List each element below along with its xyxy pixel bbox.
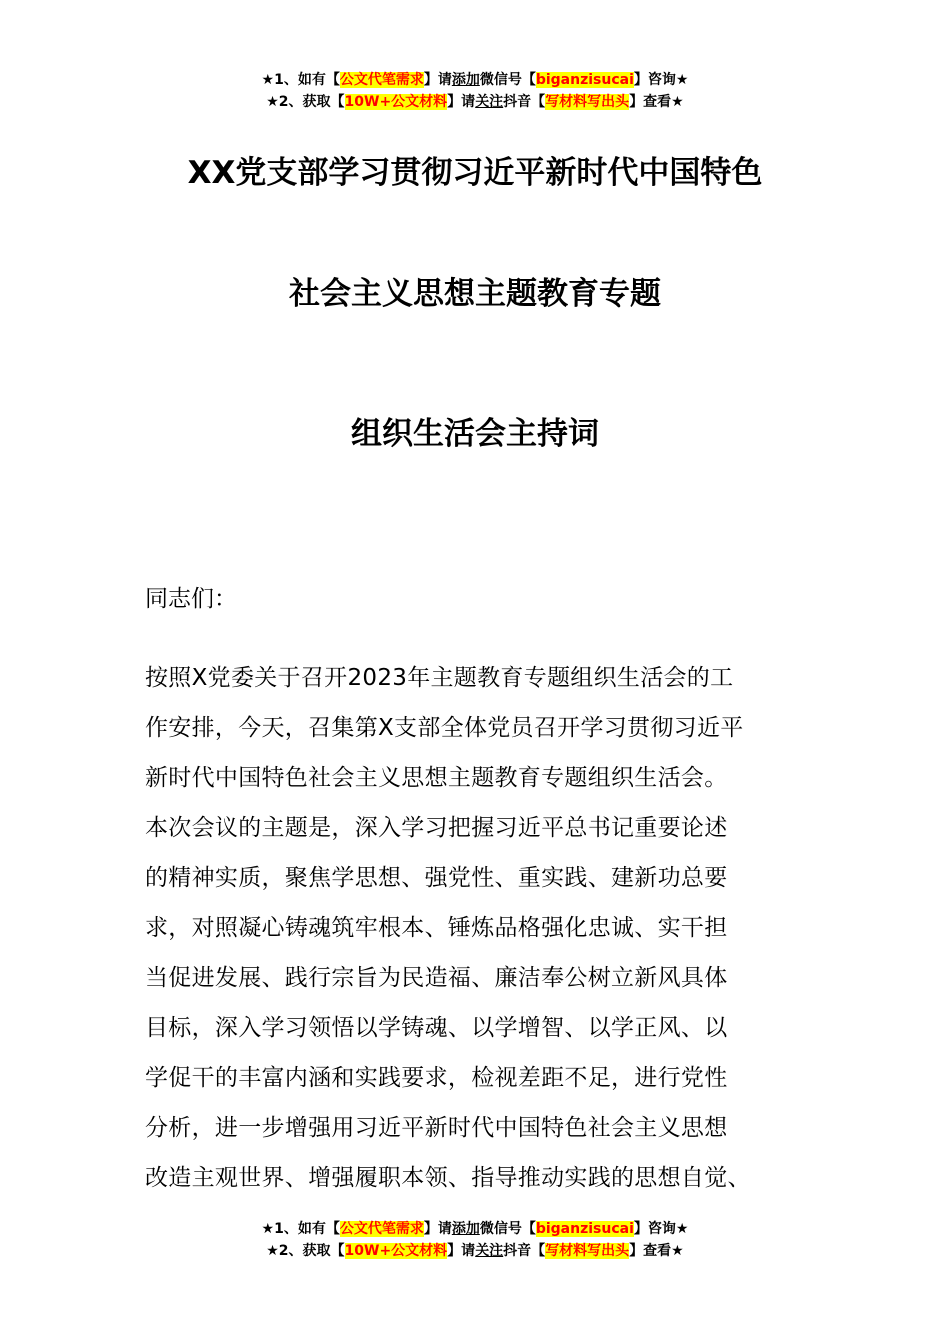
banner-highlight: 公文代笔需求	[339, 72, 424, 88]
body-paragraph	[145, 653, 815, 1203]
banner-wechat-id: biganzisucai	[535, 72, 634, 88]
document-title-line-1: XX党支部学习贯彻习近平新时代中国特色	[187, 155, 763, 191]
banner-emphasis: 添加	[451, 1221, 480, 1237]
banner-line-2	[0, 91, 950, 113]
banner-text: 微信号【	[479, 72, 536, 88]
top-banner	[0, 69, 950, 113]
body-line: 学促干的丰富内涵和实践要求，检视差距不足，进行党性	[145, 1065, 728, 1091]
banner-text: ★2、获取【	[266, 94, 345, 110]
banner-emphasis: 添加	[451, 72, 480, 88]
banner-wechat-id: biganzisucai	[535, 1221, 634, 1237]
banner-text: 】咨询★	[633, 1221, 689, 1237]
body-line: 当促进发展、践行宗旨为民造福、廉洁奉公树立新风具体	[145, 965, 728, 991]
banner-douyin-id: 写材料写出头	[545, 1243, 630, 1259]
banner-text: ★1、如有【	[261, 1221, 340, 1237]
banner-line-1	[0, 1218, 950, 1240]
banner-text: 】请	[423, 1221, 452, 1237]
banner-text: 抖音【	[503, 1243, 546, 1259]
body-line: 按照X党委关于召开2023年主题教育专题组织生活会的工	[145, 665, 734, 691]
banner-line-1	[0, 69, 950, 91]
banner-text: 】咨询★	[633, 72, 689, 88]
body-line: 求，对照凝心铸魂筑牢根本、锤炼品格强化忠诚、实干担	[145, 915, 728, 941]
banner-text: 】查看★	[629, 1243, 684, 1259]
body-line: 作安排，今天，召集第X支部全体党员召开学习贯彻习近平	[145, 715, 744, 741]
body-line: 改造主观世界、增强履职本领、指导推动实践的思想自觉、	[145, 1165, 751, 1191]
banner-text: ★1、如有【	[261, 72, 340, 88]
banner-text: ★2、获取【	[266, 1243, 345, 1259]
greeting: 同志们：	[145, 586, 237, 612]
banner-highlight: 10W+公文材料	[344, 1243, 448, 1259]
document-title-line-2: 社会主义思想主题教育专题	[289, 276, 661, 312]
body-line: 目标，深入学习领悟以学铸魂、以学增智、以学正风、以	[145, 1015, 728, 1041]
banner-text: 】请	[447, 94, 476, 110]
body-line: 本次会议的主题是，深入学习把握习近平总书记重要论述	[145, 815, 728, 841]
document-title-line-3: 组织生活会主持词	[351, 416, 599, 452]
body-line: 新时代中国特色社会主义思想主题教育专题组织生活会。	[145, 765, 728, 791]
body-line: 的精神实质，聚焦学思想、强党性、重实践、建新功总要	[145, 865, 728, 891]
banner-line-2	[0, 1240, 950, 1262]
banner-emphasis: 关注	[475, 94, 504, 110]
banner-text: 】请	[447, 1243, 476, 1259]
banner-text: 】查看★	[629, 94, 684, 110]
banner-highlight: 10W+公文材料	[344, 94, 448, 110]
banner-text: 抖音【	[503, 94, 546, 110]
banner-text: 微信号【	[479, 1221, 536, 1237]
body-line: 分析，进一步增强用习近平新时代中国特色社会主义思想	[145, 1115, 728, 1141]
banner-text: 】请	[423, 72, 452, 88]
banner-douyin-id: 写材料写出头	[545, 94, 630, 110]
banner-highlight: 公文代笔需求	[339, 1221, 424, 1237]
bottom-banner	[0, 1218, 950, 1262]
banner-emphasis: 关注	[475, 1243, 504, 1259]
